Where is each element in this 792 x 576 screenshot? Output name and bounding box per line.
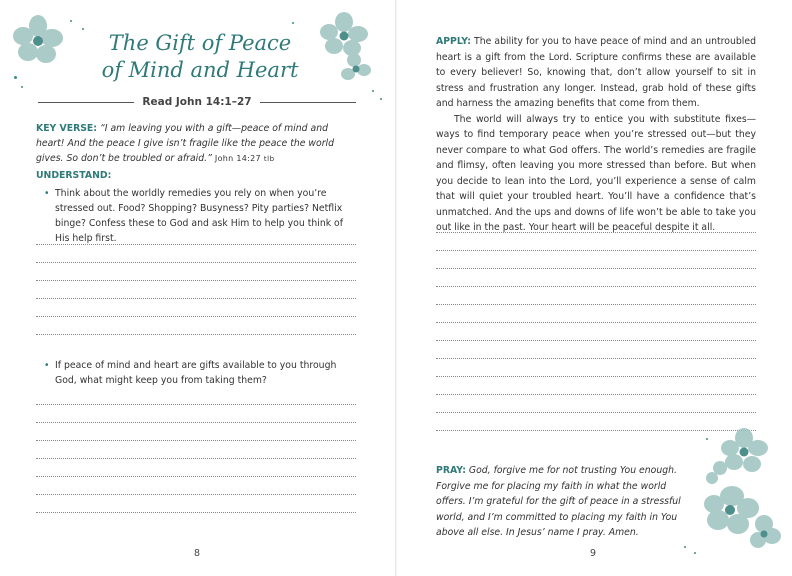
key-verse-reference: John 14:27 bbox=[214, 154, 261, 163]
prayer-text: God, forgive me for not trusting You enough. Forgive me for placing my faith in what the world offers. I’m grateful for the gift of peace in a stressful world, and I’m committed to placing my faith in You above all else. In Jesus’ name I pray. Amen. bbox=[436, 465, 681, 538]
decorative-speck bbox=[292, 22, 294, 24]
writing-line[interactable] bbox=[36, 512, 356, 513]
key-verse-translation: tlb bbox=[263, 155, 275, 163]
decorative-speck bbox=[706, 438, 708, 440]
writing-line[interactable] bbox=[36, 494, 356, 495]
prayer-section bbox=[436, 463, 688, 541]
bullet-icon: • bbox=[44, 188, 50, 199]
writing-lines[interactable] bbox=[436, 232, 756, 431]
bullet-icon: • bbox=[44, 360, 50, 371]
key-verse bbox=[36, 121, 358, 167]
decorative-speck bbox=[70, 20, 72, 22]
writing-line[interactable] bbox=[436, 250, 756, 251]
writing-line[interactable] bbox=[436, 286, 756, 287]
question-text: Think about the worldly remedies you rely on when you’re stressed out. Food? Shopping? Busyness? Pity parties? Netflix binge? Confess these to God and ask Him to help you think of His help first. bbox=[55, 188, 344, 244]
apply-paragraph-1: The ability for you to have peace of mind and an untroubled heart is a gift from the Lord. Scripture confirms these are available to every believer! So, knowing that, don’t allow yourself to sit in stress and frustration any longer. Instead, grab hold of these gifts and harness the amazing benefits that come from them. bbox=[436, 36, 756, 109]
question-bullet bbox=[44, 186, 356, 246]
writing-line[interactable] bbox=[36, 440, 356, 441]
page-number: 9 bbox=[590, 548, 597, 559]
title-line-1: The Gift of Peace bbox=[108, 31, 292, 55]
writing-line[interactable] bbox=[36, 334, 356, 335]
apply-section bbox=[436, 34, 756, 236]
divider-rule bbox=[38, 102, 134, 103]
writing-line[interactable] bbox=[36, 458, 356, 459]
reading-text: Read John 14:1–27 bbox=[142, 96, 252, 108]
key-verse-label: KEY VERSE: bbox=[36, 123, 97, 134]
writing-lines[interactable] bbox=[36, 404, 356, 513]
writing-line[interactable] bbox=[36, 262, 356, 263]
page-title bbox=[70, 30, 330, 84]
key-verse-quote: “I am leaving you with a gift—peace of mind and heart! And the peace I give isn’t fragile like the peace the world gives. So don’t be troubled or afraid.” bbox=[36, 123, 335, 164]
writing-line[interactable] bbox=[436, 376, 756, 377]
writing-line[interactable] bbox=[436, 340, 756, 341]
page-number: 8 bbox=[194, 548, 201, 559]
writing-line[interactable] bbox=[436, 322, 756, 323]
reading-assignment bbox=[38, 96, 356, 108]
decorative-speck bbox=[684, 546, 686, 548]
question-text: If peace of mind and heart are gifts available to you through God, what might keep you from taking them? bbox=[55, 360, 337, 386]
flower-illustration-bottom-right bbox=[700, 424, 790, 554]
writing-line[interactable] bbox=[436, 358, 756, 359]
pray-label: PRAY: bbox=[436, 465, 466, 476]
question-bullet bbox=[44, 358, 356, 388]
writing-line[interactable] bbox=[36, 280, 356, 281]
apply-paragraph-2: The world will always try to entice you with substitute fixes—ways to find temporary peace when you’re stressed out—but they never compare to what God offers. The world’s remedies are fragile and flimsy, often leaving you more stressed than before. But when you decide to lean into the Lord, you’ll experience a sense of calm that will quiet your troubled heart. You’ll have a confidence that’s unmatched. And the ups and downs of life won’t be able to take you out like in the past. Your heart will be peaceful despite it all. bbox=[436, 113, 756, 233]
writing-line[interactable] bbox=[436, 304, 756, 305]
decorative-speck bbox=[372, 90, 374, 92]
writing-line[interactable] bbox=[436, 412, 756, 413]
writing-line[interactable] bbox=[36, 476, 356, 477]
flower-illustration-top-left bbox=[8, 14, 70, 66]
writing-lines[interactable] bbox=[36, 244, 356, 335]
writing-line[interactable] bbox=[436, 394, 756, 395]
divider-rule bbox=[260, 102, 356, 103]
writing-line[interactable] bbox=[436, 268, 756, 269]
writing-line[interactable] bbox=[436, 232, 756, 233]
writing-line[interactable] bbox=[36, 298, 356, 299]
decorative-speck bbox=[14, 76, 17, 79]
apply-label: APPLY: bbox=[436, 36, 471, 47]
writing-line[interactable] bbox=[36, 316, 356, 317]
decorative-speck bbox=[21, 86, 23, 88]
writing-line[interactable] bbox=[36, 244, 356, 245]
writing-line[interactable] bbox=[36, 422, 356, 423]
decorative-speck bbox=[380, 98, 382, 100]
understand-label: UNDERSTAND: bbox=[36, 170, 112, 181]
decorative-speck bbox=[694, 552, 696, 554]
writing-line[interactable] bbox=[36, 404, 356, 405]
title-line-2: of Mind and Heart bbox=[101, 58, 299, 82]
